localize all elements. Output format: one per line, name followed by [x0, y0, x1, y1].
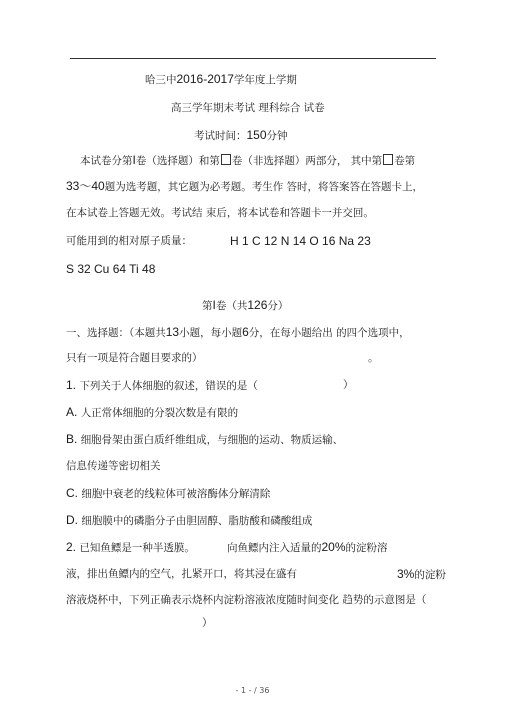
section-instruction-2-end: 。 [368, 352, 379, 364]
exam-title: 高三学年期末考试 理科综合 试卷 [171, 102, 325, 114]
section-title [202, 298, 288, 313]
q1-a-text: 人正常体细胞的分裂次数是有限的 [80, 407, 239, 419]
intro-l1e: 卷第 [394, 155, 416, 167]
q1-number: 1. [66, 378, 77, 392]
question-2-line-4: ） [202, 617, 213, 629]
q1-d-label: D. [66, 513, 78, 527]
roman-two-box [221, 154, 231, 165]
intro-l1c: 卷（选择题）和第 [135, 155, 220, 167]
q2-l2c: 的淀粉 [414, 569, 446, 581]
q1-c-text: 细胞中衰老的线粒体可被溶酶体分解清除 [81, 488, 271, 500]
q1-c-label: C. [66, 486, 78, 500]
q2-l1a: 已知鱼鳔是一种半透膜。 [79, 542, 195, 554]
time-label: 考试时间： [194, 130, 247, 142]
section-instruction-2: 只有一项是符合题目要求的） [66, 352, 203, 364]
q1-d-text: 细胞膜中的磷脂分子由胆固醇、脂肪酸和磷酸组成 [81, 515, 313, 527]
school-suffix: 学年度上学期 [233, 74, 297, 86]
school-years: 2016-2017 [176, 72, 234, 86]
header-rule [70, 58, 436, 59]
exam-time [194, 128, 288, 143]
q2-l1d: 的淀粉溶 [345, 542, 388, 554]
section-title-d: 126 [247, 298, 268, 312]
atomic-masses-2: S 32 Cu 64 Ti 48 [66, 262, 156, 276]
inst-d: 6 [242, 325, 249, 339]
section-title-c: 卷（共 [215, 300, 248, 312]
school-title [145, 72, 297, 87]
time-value: 150 [246, 128, 267, 142]
q1-option-d [66, 513, 312, 528]
q1-option-b [66, 432, 343, 447]
q2-l1c: 20% [321, 540, 346, 554]
q1-a-label: A. [66, 405, 78, 419]
section-title-b: I [212, 298, 216, 312]
intro-l2b: 题为选考题，其它题为必考题。考生作 答时，将答案答在答题卡上， [104, 181, 424, 193]
q1-option-b-cont: 信息传递等密切相关 [66, 460, 161, 472]
intro-line-1 [80, 153, 415, 168]
intro-l2a: 33～40 [66, 179, 105, 193]
inst-b: 13 [165, 325, 180, 339]
q1-option-a [66, 405, 238, 420]
question-2-line-2-end [397, 567, 446, 582]
q2-number: 2. [66, 540, 77, 554]
question-1-stem [66, 378, 258, 393]
intro-l1a: 本试卷分第 [80, 155, 133, 167]
section-title-e: 分） [267, 300, 289, 312]
inst-c: 小题，每小题 [179, 327, 243, 339]
intro-l1b: I [132, 153, 136, 167]
intro-l1d: 卷（非选择题）两部分， 其中第 [231, 155, 383, 167]
roman-one-box [383, 154, 393, 165]
question-2-line-2: 液，排出鱼鳔内的空气，扎紧开口，将其浸在盛有 [66, 568, 297, 580]
intro-line-3: 在本试卷上答题无效。考试结 束后，将本试卷和答题卡一并交回。 [66, 207, 374, 219]
q1-b-label: B. [66, 432, 78, 446]
question-2-line-3: 溶液烧杯中，下列正确表示烧杯内淀粉溶液浓度随时间变化 趋势的示意图是（ [66, 594, 427, 606]
q1-close-paren: ） [343, 379, 354, 391]
atomic-masses-label: 可能用到的相对原子质量： [66, 235, 192, 247]
time-unit: 分钟 [266, 130, 288, 142]
q2-l1b: 向鱼鳔内注入适量的 [227, 542, 322, 554]
section-instruction-1 [66, 325, 410, 340]
inst-a: 一、选择题：（本题共 [66, 327, 166, 339]
q1-stem-text: 下列关于人体细胞的叙述，错误的是（ [79, 380, 258, 392]
question-2-line-1b [227, 540, 388, 555]
question-2-line-1a [66, 540, 195, 555]
intro-line-2 [66, 179, 423, 194]
page-number: - 1 - / 36 [235, 686, 270, 695]
school-prefix: 哈三中 [145, 74, 177, 86]
section-title-a: 第 [202, 300, 213, 312]
atomic-masses-1: H 1 C 12 N 14 O 16 Na 23 [230, 234, 371, 248]
q1-option-c [66, 486, 270, 501]
q1-b-text: 细胞骨架由蛋白质纤维组成，与细胞的运动、物质运输、 [80, 434, 344, 446]
q2-l2b: 3% [397, 567, 415, 581]
inst-e: 分，在每小题给出 的四个选项中， [248, 327, 410, 339]
